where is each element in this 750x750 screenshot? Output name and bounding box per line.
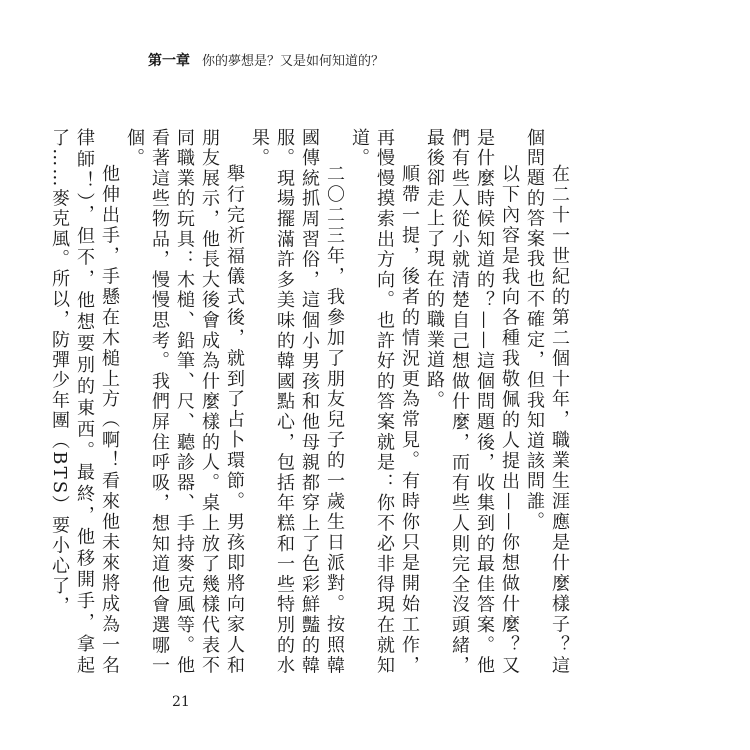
- chapter-title: 你的夢想是？又是如何知道的？: [202, 54, 385, 69]
- paragraph: 順帶一提，後者的情況更為常見。有時你只是開始工作，再慢慢摸索出方向。也許好的答案就是：你不必非得現在就知道。: [349, 128, 420, 676]
- paragraph: 在二十一世紀的第二個十年，職業生涯應是什麼樣子？這個問題的答案我也不確定，但我知道該問誰。: [524, 128, 570, 676]
- body-text: [49, 128, 572, 676]
- paragraph: 他伸出手，手懸在木槌上方（啊！看來他未來將成為一名律師！），但不，他想要別的東西。最終，他移開手，拿起了……麥克風。所以，防彈少年團（BTS）要小心了，: [49, 128, 120, 676]
- paragraph: 以下內容是我向各種我敬佩的人提出——你想做什麼？又是什麼時候知道的？——這個問題後，收集到的最佳答案。他們有些人從小就清楚自己想做什麼，而有些人則完全沒頭緒，最後卻走上了現在的職業道路。: [424, 128, 520, 676]
- running-head: [148, 50, 384, 72]
- page-number: 21: [172, 694, 190, 710]
- chapter-label: 第一章: [148, 53, 190, 69]
- paragraph: 二〇二三年，我參加了朋友兒子的一歲生日派對。按照韓國傳統抓周習俗，這個小男孩和他母親都穿上了色彩鮮豔的韓服。現場擺滿許多美味的韓國點心，包括年糕和一些特別的水果。: [249, 128, 345, 676]
- paragraph: 舉行完祈福儀式後，就到了占卜環節。男孩即將向家人和朋友展示，他長大後會成為什麼樣的人。桌上放了幾樣代表不同職業的玩具：木槌、鉛筆、尺、聽診器、手持麥克風等。他看著這些物品，慢慢思考。我們屏住呼吸，想知道他會選哪一個。: [124, 128, 245, 676]
